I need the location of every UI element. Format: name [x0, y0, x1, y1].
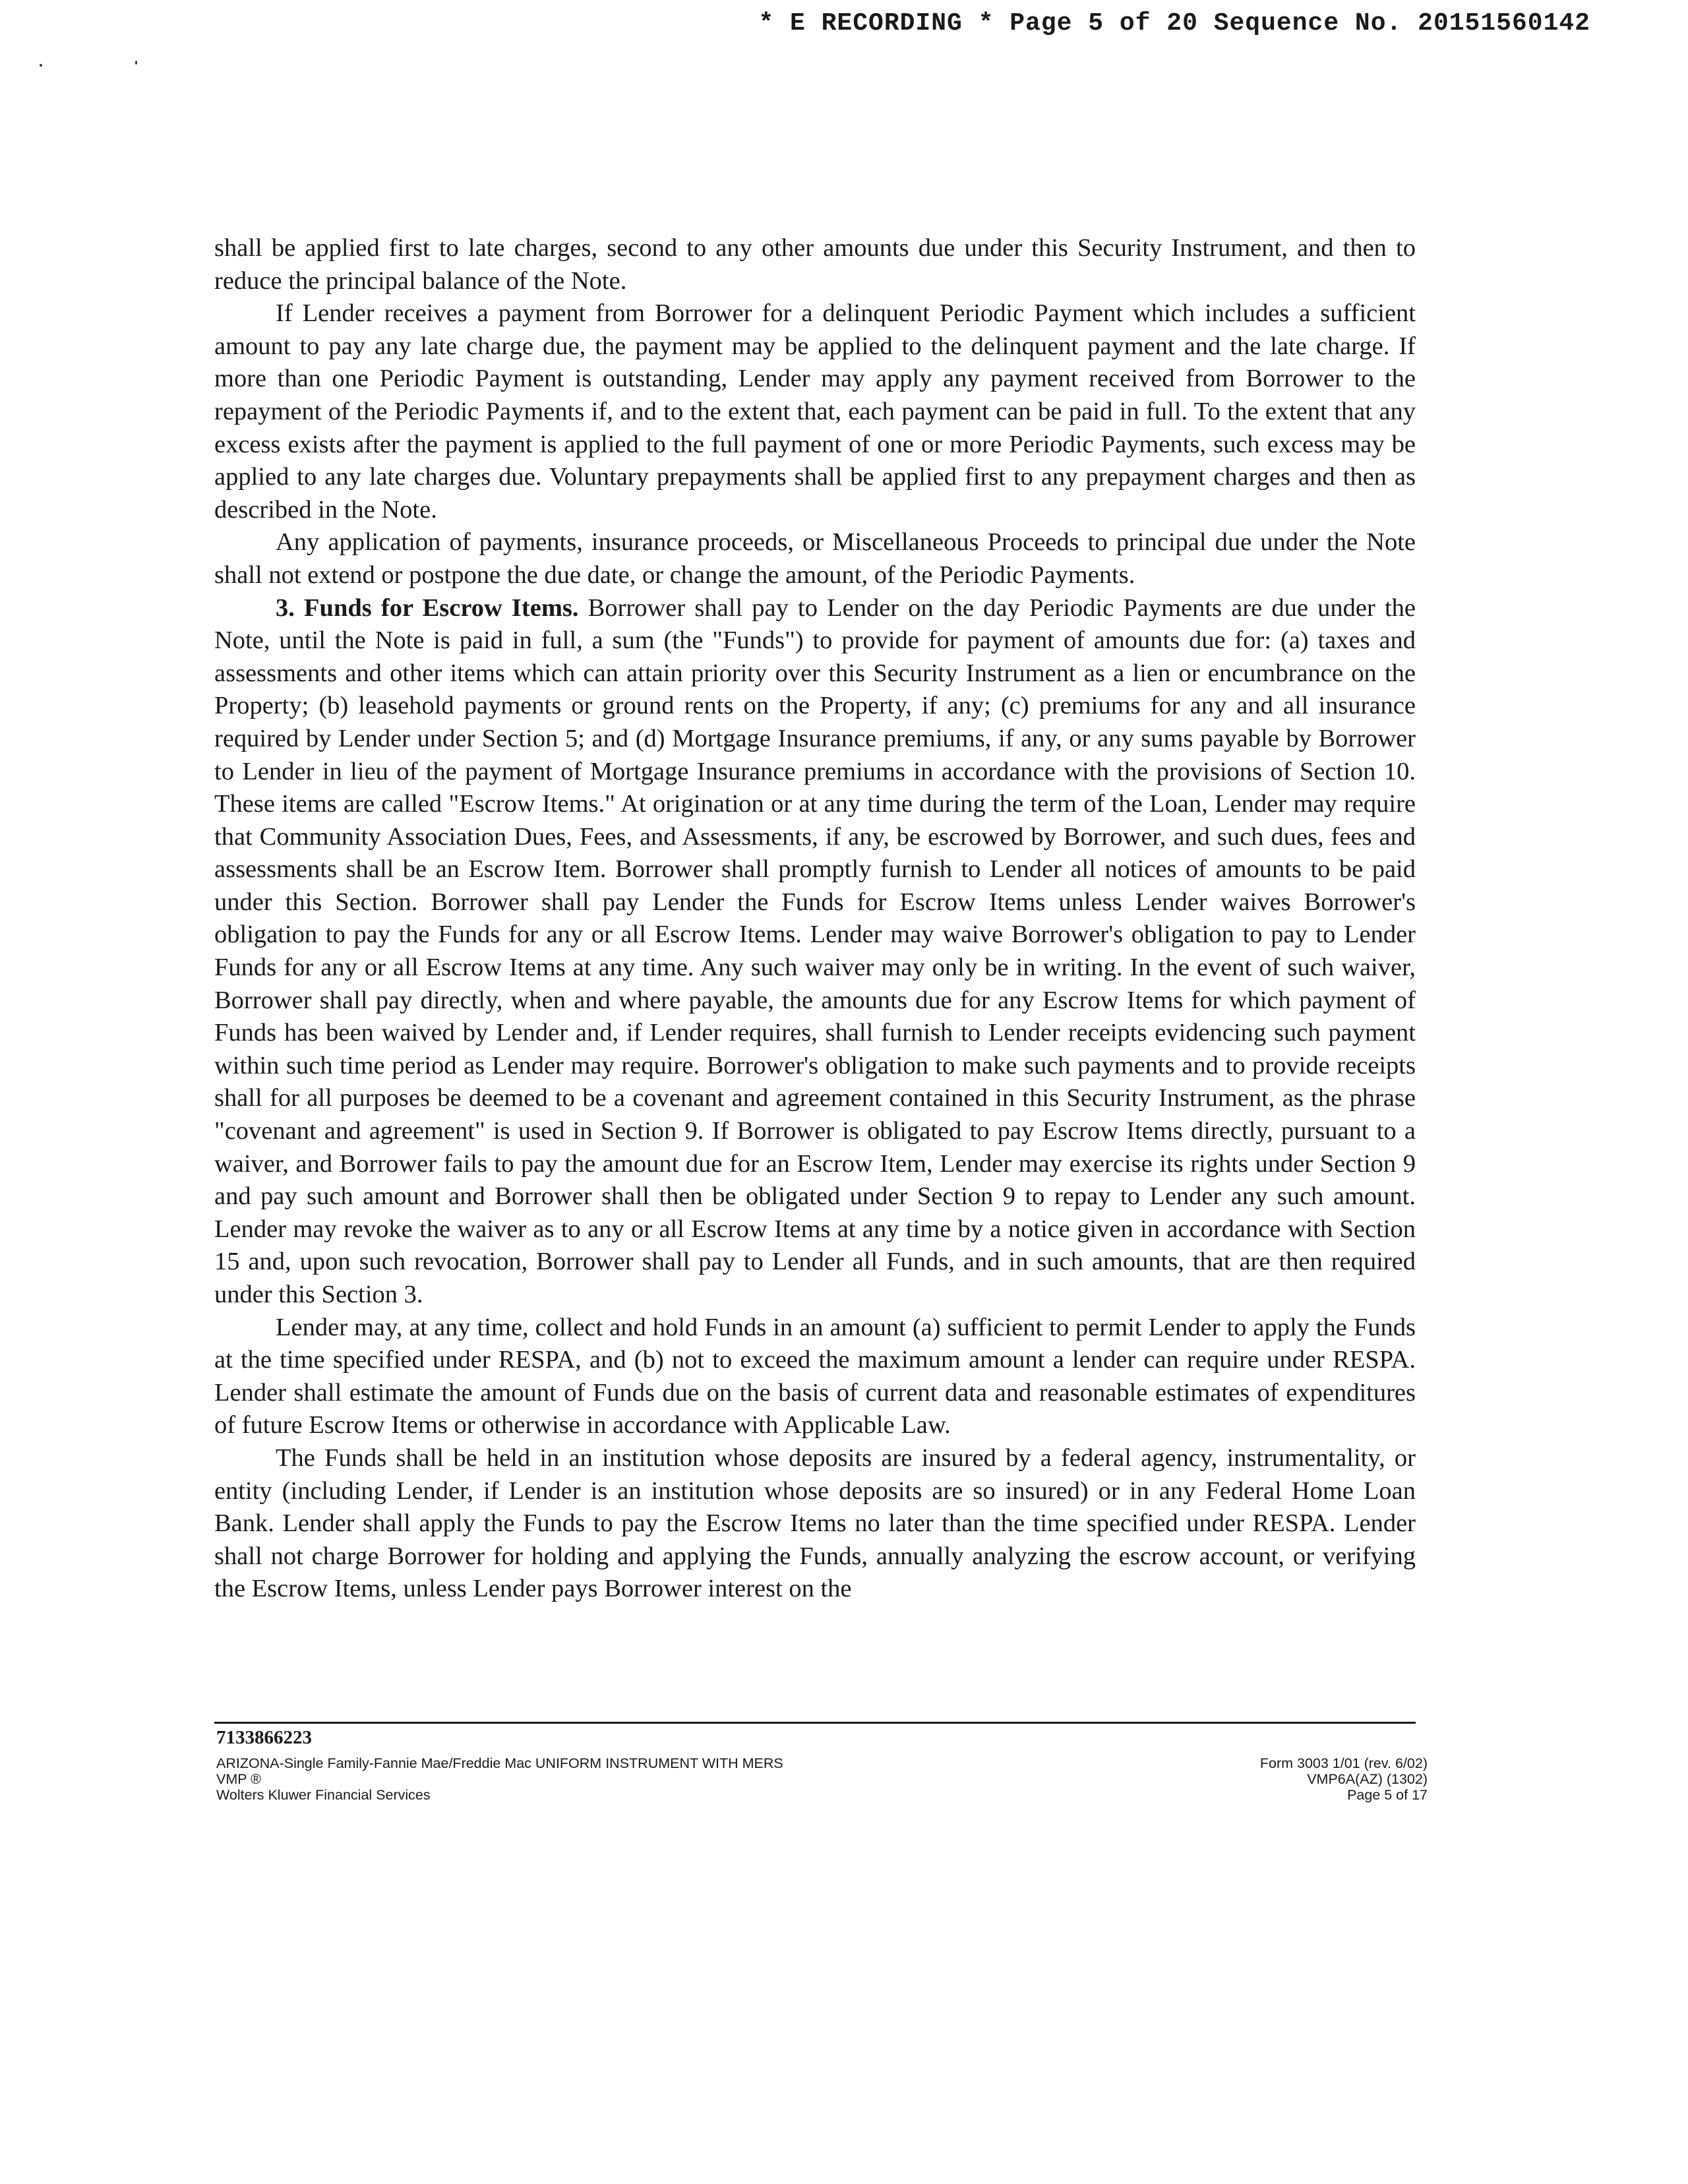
form-number: Form 3003 1/01 (rev. 6/02) [1259, 1755, 1428, 1771]
footer-left [216, 1755, 783, 1803]
paragraph-delinquent-payment: If Lender receives a payment from Borrower for a delinquent Periodic Payment which includes a sufficient amount to pay any late charge due, the payment may be applied to the delinquent payment and the late charge. If more than one Periodic Payment is outstanding, Lender may apply any payment received from Borrower to the repayment of the Periodic Payments if, and to the extent that, each payment can be paid in full. To the extent that any excess exists after the payment is applied to the full payment of one or more Periodic Payments, such excess may be applied to any late charges due. Voluntary prepayments shall be applied first to any prepayment charges and then as described in the Note. [214, 299, 1416, 524]
paragraph-application-of-payments: Any application of payments, insurance proceeds, or Miscellaneous Proceeds to principal due under the Note shall not extend or postpone the due date, or change the amount, of the Periodic Payments. [214, 528, 1416, 589]
section-heading: 3. Funds for Escrow Items. [276, 593, 579, 622]
paragraph-continuation: shall be applied first to late charges, second to any other amounts due under this Security Instrument, and then to reduce the principal balance of the Note. [214, 234, 1416, 295]
form-code: VMP6A(AZ) (1302) [1307, 1771, 1428, 1787]
vmp-mark: VMP ® [216, 1771, 262, 1787]
document-body [214, 232, 1416, 1606]
publisher: Wolters Kluwer Financial Services [216, 1787, 431, 1803]
paragraph-funds-for-escrow [214, 592, 1416, 1312]
footer-divider [214, 1722, 1416, 1724]
footer-right [1260, 1755, 1428, 1803]
section-text: Borrower shall pay to Lender on the day Periodic Payments are due under the Note, until the Note is paid in full, a sum (the "Funds") to provide for payment of amounts due for: (a) taxes and assessments and other items which can attain priority over this Security Instrument as a lien or encumbrance on the Property; (b) leasehold payments or ground rents on the Property, if any; (c) premiums for any and all insurance required by Lender under Section 5; and (d) Mortgage Insurance premiums, if any, or any sums payable by Borrower to Lender in lieu of the payment of Mortgage Insurance premiums in accordance with the provisions of Section 10. These items are called "Escrow Items." At origination or at any time during the term of the Loan, Lender may require that Community Association Dues, Fees, and Assessments, if any, be escrowed by Borrower, and such dues, fees and assessments shall be an Escrow Item. Borrower shall promptly furnish to Lender all notices of amounts to be paid under this Section. Borrower shall pay Lender the Funds for Escrow Items unless Lender waives Borrower's obligation to pay the Funds for any or all Escrow Items. Lender may waive Borrower's obligation to pay to Lender Funds for any or all Escrow Items at any time. Any such waiver may only be in writing. In the event of such waiver, Borrower shall pay directly, when and where payable, the amounts due for any Escrow Items for which payment of Funds has been waived by Lender and, if Lender requires, shall furnish to Lender receipts evidencing such payment within such time period as Lender may require. Borrower's obligation to make such payments and to provide receipts shall for all purposes be deemed to be a covenant and agreement contained in this Security Instrument, as the phrase "covenant and agreement" is used in Section 9. If Borrower is obligated to pay Escrow Items directly, pursuant to a waiver, and Borrower fails to pay the amount due for an Escrow Item, Lender may exercise its rights under Section 9 and pay such amount and Borrower shall then be obligated under Section 9 to repay to Lender any such amount. Lender may revoke the waiver as to any or all Escrow Items at any time by a notice given in accordance with Section 15 and, upon such revocation, Borrower shall pay to Lender all Funds, and in such amounts, that are then required under this Section 3. [214, 593, 1416, 1308]
paragraph-funds-held: The Funds shall be held in an institution whose deposits are insured by a federal agency, instrumentality, or entity (including Lender, if Lender is an institution whose deposits are so insured) or in any Federal Home Loan Bank. Lender shall apply the Funds to pay the Escrow Items no later than the time specified under RESPA. Lender shall not charge Borrower for holding and applying the Funds, annually analyzing the escrow account, or verifying the Escrow Items, unless Lender pays Borrower interest on the [214, 1443, 1416, 1603]
paragraph-respa-funds: Lender may, at any time, collect and hold Funds in an amount (a) sufficient to permit Lender to apply the Funds at the time specified under RESPA, and (b) not to exceed the maximum amount a lender can require under RESPA. Lender shall estimate the amount of Funds due on the basis of current data and reasonable estimates of expenditures of future Escrow Items or otherwise in accordance with Applicable Law. [214, 1313, 1416, 1440]
page-label: Page 5 of 17 [1347, 1787, 1428, 1803]
recording-header: * E RECORDING * Page 5 of 20 Sequence No. 20151560142 [758, 9, 1590, 38]
scan-speck [135, 61, 137, 65]
loan-number: 7133866223 [216, 1727, 312, 1748]
scan-speck [40, 64, 42, 67]
form-title: ARIZONA-Single Family-Fannie Mae/Freddie Mac UNIFORM INSTRUMENT WITH MERS [216, 1755, 783, 1771]
